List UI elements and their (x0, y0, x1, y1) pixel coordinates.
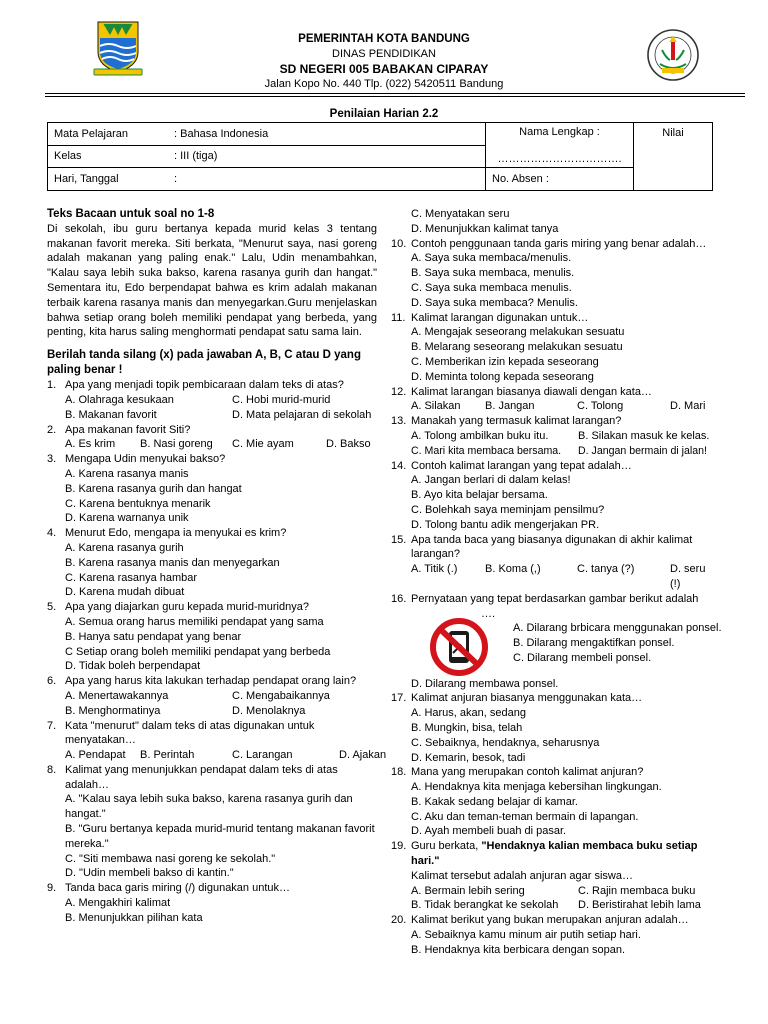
score-label: Nilai (662, 127, 684, 139)
question-17 (391, 691, 721, 706)
option-a[interactable]: A. Silakan (411, 400, 461, 413)
question-number: 3. (47, 453, 57, 466)
exam-title: Penilaian Harian 2.2 (329, 108, 439, 120)
class-value: : III (tiga) (168, 146, 486, 168)
options-row (391, 429, 721, 444)
government-name: PEMERINTAH KOTA BANDUNG (298, 33, 470, 45)
date-value[interactable]: : (168, 168, 486, 191)
option-b[interactable]: B. Tidak berangkat ke sekolah (411, 899, 559, 912)
option-a[interactable]: A. Titik (.) (411, 563, 458, 576)
option-a[interactable]: A. Pendapat (65, 749, 126, 762)
absen-label[interactable]: No. Absen : (486, 168, 634, 191)
options-row (47, 393, 377, 408)
option-c[interactable]: C. Saya suka membaca menulis. (411, 281, 572, 294)
options-row (391, 562, 721, 592)
option-d[interactable]: D. Mari (670, 400, 706, 413)
option-c[interactable]: C. Tolong (577, 400, 624, 413)
options-row (47, 748, 387, 763)
school-emblem (646, 28, 700, 82)
question-text: Apa yang diajarkan guru kepada murid-muridnya? (65, 601, 309, 614)
question-number: 2. (47, 423, 57, 436)
option-d[interactable]: D. Jangan bermain di jalan! (578, 444, 707, 457)
letterhead (0, 0, 768, 96)
options-row (47, 437, 377, 452)
header-rule (45, 93, 745, 94)
question-text: Apa yang menjadi topik pembicaraan dalam teks di atas? (65, 379, 344, 392)
department-name: DINAS PENDIDIKAN (332, 48, 436, 60)
question-text: Kalimat berikut yang bukan merupakan anjuran adalah… (411, 914, 689, 927)
option-d[interactable]: D. "Udin membeli bakso di kantin." (65, 867, 234, 880)
question-13 (391, 414, 721, 429)
question-3 (47, 452, 377, 467)
question-10 (391, 237, 721, 252)
question-number: 18. (391, 766, 407, 779)
question-text: Pernyataan yang tepat berdasarkan gambar berikut adalah (411, 592, 699, 605)
options-row (391, 884, 721, 899)
question-8 (47, 763, 377, 793)
option-c[interactable]: C. Bolehkah saya meminjam pensilmu? (411, 503, 605, 516)
subject-value: : Bahasa Indonesia (168, 123, 486, 146)
option-b[interactable]: B. Perintah (140, 749, 195, 762)
option-d[interactable]: D. Tolong bantu adik mengerjakan PR. (411, 518, 600, 531)
question-number: 19. (391, 840, 407, 853)
option-d[interactable]: D. Saya suka membaca? Menulis. (411, 296, 578, 309)
option-d[interactable]: D. seru (!) (670, 563, 706, 590)
option-a[interactable]: A. Tolong ambilkan buku itu. (411, 429, 549, 442)
options-row (47, 704, 377, 719)
date-label: Hari, Tanggal (48, 168, 169, 191)
question-text: Contoh penggunaan tanda garis miring yang benar adalah… (411, 237, 707, 250)
option-d[interactable]: D. Tidak boleh berpendapat (65, 660, 201, 673)
option-a[interactable]: A. Semua orang harus memiliki pendapat yang sama (65, 615, 324, 628)
option-b[interactable]: B. Dilarang mengaktifkan ponsel. (513, 637, 675, 650)
option-c[interactable]: C. Rajin membaca buku (578, 884, 696, 897)
option-b[interactable]: B. Makanan favorit (65, 408, 157, 421)
name-label: Nama Lengkap : (519, 126, 600, 138)
options-row (391, 444, 721, 459)
question-number: 4. (47, 527, 57, 540)
option-d[interactable]: D. Karena mudah dibuat (65, 586, 185, 599)
option-c[interactable]: C. tanya (?) (577, 563, 635, 576)
option-d[interactable]: D. Mata pelajaran di sekolah (232, 408, 372, 421)
option-d[interactable]: D. Karena warnanya unik (65, 512, 189, 525)
option-b[interactable]: B. Mungkin, bisa, telah (411, 721, 523, 734)
option-a[interactable]: A. Karena rasanya gurih (65, 541, 184, 554)
option-b[interactable]: B. Karena rasanya gurih dan hangat (65, 482, 242, 495)
option-c[interactable]: C. Karena rasanya hambar (65, 571, 198, 584)
option-a[interactable]: A. Jangan berlari di dalam kelas! (411, 474, 571, 487)
question-text: Kalimat larangan digunakan untuk… (411, 311, 589, 324)
question-number: 15. (391, 533, 407, 546)
question-number: 17. (391, 692, 407, 705)
question-text: Apa makanan favorit Siti? (65, 423, 191, 436)
name-cell[interactable] (486, 123, 634, 168)
question-number: 20. (391, 914, 407, 927)
left-column (47, 207, 387, 926)
option-a[interactable]: A. Bermain lebih sering (411, 884, 525, 897)
question-11 (391, 311, 721, 326)
question-1 (47, 378, 377, 393)
question-quote: "Hendaknya kalian membaca buku setiap hari." (411, 840, 698, 868)
question-4 (47, 526, 377, 541)
question-number: 16. (391, 592, 407, 605)
option-c[interactable]: C. Hobi murid-murid (232, 393, 331, 406)
option-a[interactable]: A. Saya suka membaca/menulis. (411, 252, 572, 265)
option-c[interactable]: C. Mengabaikannya (232, 689, 330, 702)
question-15 (391, 533, 721, 563)
option-b[interactable]: B. "Guru bertanya kepada murid-murid tentang makanan favorit mereka." (65, 823, 375, 850)
question-text: Mengapa Udin menyukai bakso? (65, 453, 226, 466)
question-7 (47, 719, 377, 749)
score-cell (634, 123, 713, 191)
option-b[interactable]: B. Karena rasanya manis dan menyegarkan (65, 556, 280, 569)
option-c[interactable]: C. Dilarang membeli ponsel. (513, 651, 652, 664)
option-b[interactable]: B. Nasi goreng (140, 438, 213, 451)
question-text: Kalimat yang menunjukkan pendapat dalam teks di atas adalah… (65, 763, 338, 791)
options-row (47, 689, 377, 704)
question-12 (391, 385, 721, 400)
option-a[interactable]: A. Es krim (65, 438, 116, 451)
question-text: Apa yang harus kita lakukan terhadap pendapat orang lain? (65, 675, 357, 688)
question-text: Contoh kalimat larangan yang tepat adalah… (411, 459, 632, 472)
question-16-body (391, 607, 721, 677)
option-c[interactable]: C. Memberikan izin kepada seseorang (411, 355, 599, 368)
reading-text: Di sekolah, ibu guru bertanya kepada murid kelas 3 tentang makanan favorit mereka. Siti berkata, "Menurut saya, nasi goreng adalah makanan yang paling enak." Lalu, Udin menambahkan, "Kalau saya lebih suka bakso, karena rasanya gurih dan hangat." Sementara itu, Edo berpendapat bahwa es krim adalah makanan terbaik karena rasanya manis dan menyegarkan.Guru menjelaskan bahwa setiap orang boleh memiliki pendapat yang berbeda, yang penting, kita harus saling menghormati pendapat satu sama lain. (47, 222, 377, 339)
option-c[interactable]: C Setiap orang boleh memiliki pendapat yang berbeda (65, 645, 331, 658)
option-d[interactable]: D. Ajakan (339, 749, 387, 762)
option-a[interactable]: A. Olahraga kesukaan (65, 393, 174, 406)
question-19 (391, 839, 721, 869)
question-9 (47, 881, 377, 896)
question-number: 11. (391, 311, 406, 324)
student-info-table (47, 122, 713, 191)
option-a[interactable]: A. Hendaknya kita menjaga kebersihan lingkungan. (411, 781, 662, 794)
question-number: 14. (391, 459, 407, 472)
option-a[interactable]: A. Menertawakannya (65, 689, 169, 702)
option-d[interactable]: D. Bakso (326, 438, 371, 451)
option-b[interactable]: B. Jangan (485, 400, 535, 413)
option-a[interactable]: A. Karena rasanya manis (65, 467, 189, 480)
header-rule-thin (45, 96, 745, 97)
question-20 (391, 913, 721, 928)
bandung-city-logo (92, 18, 144, 76)
question-number: 7. (47, 719, 57, 732)
question-number: 6. (47, 675, 57, 688)
question-number: 8. (47, 763, 57, 776)
option-d[interactable]: D. Menunjukkan kalimat tanya (411, 222, 559, 235)
question-text: Kata "menurut" dalam teks di atas digunakan untuk menyatakan… (65, 719, 315, 747)
question-16-options (481, 607, 725, 666)
question-text: Manakah yang termasuk kalimat larangan? (411, 415, 622, 428)
instruction: Berilah tanda silang (x) pada jawaban A, B, C atau D yang paling benar ! (47, 349, 361, 377)
right-column (391, 207, 721, 958)
question-19-prompt: Kalimat tersebut adalah anjuran agar siswa… (411, 869, 633, 882)
option-b[interactable]: B. Silakan masuk ke kelas. (578, 429, 710, 442)
option-b[interactable]: B. Menghormatinya (65, 704, 161, 717)
option-d[interactable]: D. Beristirahat lebih lama (578, 899, 701, 912)
option-d[interactable]: D. Meminta tolong kepada seseorang (411, 370, 594, 383)
name-blank: ……………………………. (497, 152, 622, 165)
options-row (391, 399, 721, 414)
question-number: 10. (391, 237, 407, 250)
question-14 (391, 459, 721, 474)
question-16-ellipsis: …. (481, 607, 496, 620)
option-d[interactable]: D. Dilarang membawa ponsel. (411, 677, 559, 690)
question-number: 5. (47, 601, 57, 614)
option-a[interactable]: A. Mengajak seseorang melakukan sesuatu (411, 326, 625, 339)
option-d[interactable]: D. Kemarin, besok, tadi (411, 751, 526, 764)
options-row (47, 408, 377, 423)
question-text: Mana yang merupakan contoh kalimat anjuran? (411, 766, 644, 779)
option-a[interactable]: A. Mengakhiri kalimat (65, 897, 171, 910)
question-text: Kalimat anjuran biasanya menggunakan kata… (411, 692, 643, 705)
question-number: 9. (47, 882, 57, 895)
question-number: 1. (47, 379, 57, 392)
option-c[interactable]: C. Mie ayam (232, 438, 294, 451)
option-b[interactable]: B. Menunjukkan pilihan kata (65, 911, 203, 924)
question-text: Kalimat larangan biasanya diawali dengan kata… (411, 385, 652, 398)
school-address: Jalan Kopo No. 440 Tlp. (022) 5420511 Bandung (264, 78, 504, 90)
option-a[interactable]: A. Harus, akan, sedang (411, 707, 526, 720)
option-d[interactable]: D. Ayah membeli buah di pasar. (411, 825, 567, 838)
school-name: SD NEGERI 005 BABAKAN CIPARAY (279, 62, 489, 76)
options-row (391, 898, 721, 913)
question-text: Tanda baca garis miring (/) digunakan untuk… (65, 882, 291, 895)
question-text: Guru berkata, (411, 840, 482, 853)
option-b[interactable]: B. Hendaknya kita berbicara dengan sopan. (411, 943, 626, 956)
question-text: Menurut Edo, mengapa ia menyukai es krim? (65, 527, 287, 540)
question-2 (47, 423, 377, 438)
option-c[interactable]: C. Larangan (232, 749, 293, 762)
option-c[interactable]: C. "Siti membawa nasi goreng ke sekolah." (65, 852, 276, 865)
no-phone-sign-icon (415, 617, 503, 677)
option-c[interactable]: C. Karena bentuknya menarik (65, 497, 211, 510)
option-c[interactable]: C. Sebaiknya, hendaknya, seharusnya (411, 736, 600, 749)
option-b[interactable]: B. Hanya satu pendapat yang benar (65, 630, 242, 643)
question-text: Apa tanda baca yang biasanya digunakan di akhir kalimat larangan? (411, 533, 693, 561)
option-a[interactable]: A. Sebaiknya kamu minum air putih setiap hari. (411, 929, 641, 942)
option-b[interactable]: B. Koma (,) (485, 563, 541, 576)
option-b[interactable]: B. Ayo kita belajar bersama. (411, 489, 548, 502)
option-b[interactable]: B. Kakak sedang belajar di kamar. (411, 795, 578, 808)
question-16 (391, 592, 721, 607)
option-c[interactable]: C. Aku dan teman-teman bermain di lapangan. (411, 810, 639, 823)
class-label: Kelas (48, 146, 169, 168)
option-b[interactable]: B. Melarang seseorang melakukan sesuatu (411, 341, 623, 354)
reading-heading: Teks Bacaan untuk soal no 1-8 (47, 208, 215, 220)
option-a[interactable]: A. "Kalau saya lebih suka bakso, karena rasanya gurih dan hangat." (65, 793, 353, 821)
option-d[interactable]: D. Menolaknya (232, 704, 306, 717)
option-c[interactable]: C. Menyatakan seru (411, 208, 510, 220)
option-a[interactable]: A. Dilarang brbicara menggunakan ponsel. (513, 622, 722, 635)
question-5 (47, 600, 377, 615)
subject-label: Mata Pelajaran (48, 123, 169, 146)
question-6 (47, 674, 377, 689)
question-number: 12. (391, 385, 407, 398)
question-18 (391, 765, 721, 780)
option-b[interactable]: B. Saya suka membaca, menulis. (411, 267, 575, 280)
question-number: 13. (391, 415, 407, 428)
option-c[interactable]: C. Mari kita membaca bersama. (411, 444, 562, 457)
